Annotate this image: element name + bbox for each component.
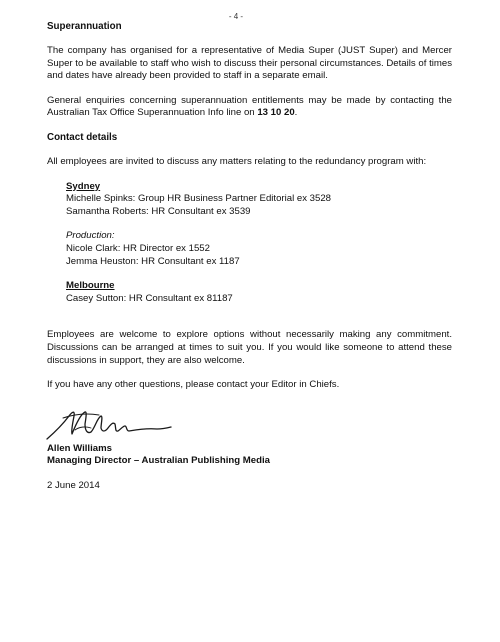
signature-icon [45,404,175,442]
handwritten-signature [45,404,452,442]
closing-paragraph-2: If you have any other questions, please contact your Editor in Chiefs. [47,379,340,391]
contact-group-production [66,230,452,268]
contact-details-heading: Contact details [47,131,118,143]
location-label-melbourne: Melbourne [66,280,115,292]
location-label-sydney: Sydney [66,180,101,192]
letter-date: 2 June 2014 [47,479,100,491]
paragraph-end: . [294,107,298,119]
contact-group-melbourne [66,280,452,305]
contact-line: Nicole Clark: HR Director ex 1552 [66,242,210,254]
superannuation-paragraph-2 [47,95,452,120]
closing-paragraph-1: Employees are welcome to explore options without necessarily making any commitment. Discussions can be arranged at times to suit you. If you would like someone to attend these discussions in support, they are also welcome. [47,329,452,366]
superannuation-paragraph-1: The company has organised for a representative of Media Super (JUST Super) and Mercer Super to be available to staff who wish to discuss their personal circumstances. Details of times and dates have already been provided to staff in a separate email. [47,45,452,82]
department-label-colon: : [111,230,115,242]
department-label-text: Production [66,230,112,242]
signer-title: Managing Director – Australian Publishing Media [47,455,270,467]
department-label-production [66,230,452,243]
page-number: - 4 - [228,12,244,21]
contact-line: Michelle Spinks: Group HR Business Partner Editorial ex 3528 [66,193,332,205]
signer-name: Allen Williams [47,442,112,454]
contact-line: Casey Sutton: HR Consultant ex 81187 [66,292,233,304]
superannuation-heading: Superannuation [47,21,122,32]
info-line-phone: 13 10 20 [257,107,295,119]
paragraph-text: General enquiries concerning superannuation entitlements may be made by contacting the Australian Tax Office Superannuation Info line on [47,94,452,119]
contact-line: Jemma Heuston: HR Consultant ex 1187 [66,255,240,267]
contact-intro: All employees are invited to discuss any matters relating to the redundancy program with: [47,155,427,167]
page-content [47,21,452,492]
contact-list [66,181,452,306]
contact-line: Samantha Roberts: HR Consultant ex 3539 [66,205,251,217]
contact-group-sydney [66,181,452,219]
